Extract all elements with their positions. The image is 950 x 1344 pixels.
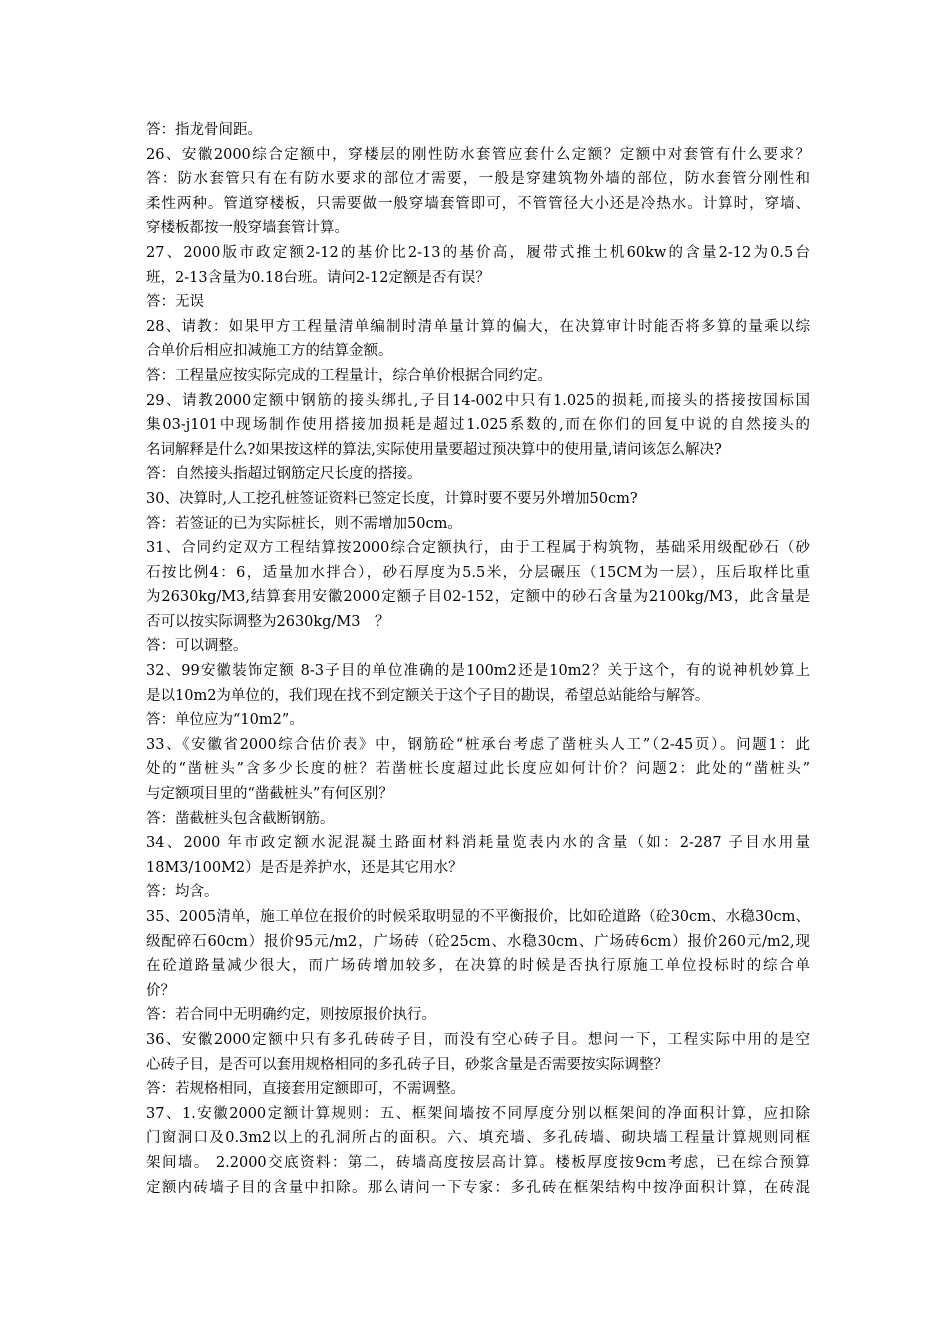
text-line: 答：工程量应按实际完成的工程量计，综合单价根据合同约定。 xyxy=(146,367,552,384)
text-line: 柔性两种。管道穿楼板，只需要做一般穿墙套管即可，不管管径大小还是冷热水。计算时，穿墙、 xyxy=(146,195,810,212)
text-line: 31、合同约定双方工程结算按2000综合定额执行，由于工程属于构筑物，基础采用级配砂石（砂 xyxy=(146,540,810,557)
document-body xyxy=(146,118,810,1200)
text-line: 答：均含。 xyxy=(146,884,219,901)
text-line: 27、2000版市政定额2-12的基价比2-13的基价高，履带式推土机60kw的含量2-12为0.5台 xyxy=(146,244,810,261)
text-line: 18M3/100M2）是否是养护水，还是其它用水？ xyxy=(146,859,463,876)
text-line: 心砖子目，是否可以套用规格相同的多孔砖子目，砂浆含量是否需要按实际调整？ xyxy=(146,1056,668,1073)
text-line: 30、决算时,人工挖孔桩签证资料已签定长度，计算时要不要另外增加50cm? xyxy=(146,490,638,507)
text-line: 为2630kg/M3,结算套用安徽2000定额子目02-152，定额中的砂石含量为2100kg/M3，此含量是 xyxy=(146,589,810,606)
text-line: 名词解释是什么?如果按这样的算法,实际使用量要超过预决算中的使用量,请问该怎么解决? xyxy=(146,441,722,458)
text-line: 集03-j101中现场制作使用搭接加损耗是超过1.025系数的,而在你们的回复中说的自然接头的 xyxy=(146,417,810,434)
text-line: 35、2005清单，施工单位在报价的时候采取明显的不平衡报价，比如砼道路（砼30cm、水稳30cm、 xyxy=(146,909,810,925)
text-line: 价？ xyxy=(146,982,175,999)
text-line: 答：单位应为“10m2”。 xyxy=(146,712,304,729)
text-line: 架间墙。 2.2000交底资料：第二，砖墙高度按层高计算。楼板厚度按9cm考虑，已在综合预算 xyxy=(146,1154,810,1171)
text-line: 29、请教2000定额中钢筋的接头绑扎,子目14-002中只有1.025的损耗,而接头的搭接按国标国 xyxy=(146,392,810,409)
text-line: 门窗洞口及0.3m2以上的孔洞所占的面积。六、填充墙、多孔砖墙、砌块墙工程量计算规则同框 xyxy=(146,1130,810,1147)
text-line: 合单价后相应扣减施工方的结算金额。 xyxy=(146,343,393,360)
text-line: 答：自然接头指超过钢筋定尺长度的搭接。 xyxy=(146,466,422,483)
text-line: 与定额项目里的“凿截桩头”有何区别？ xyxy=(146,786,393,803)
text-line: 是以10m2为单位的，我们现在找不到定额关于这个子目的勘误，希望总站能给与解答。 xyxy=(146,687,710,704)
text-line: 答：凿截桩头包含截断钢筋。 xyxy=(146,810,335,827)
text-line: 37、1.安徽2000定额计算规则：五、框架间墙按不同厚度分别以框架间的净面积计算，应扣除 xyxy=(146,1105,810,1122)
text-line: 36、安徽2000定额中只有多孔砖砖子目，而没有空心砖子目。想问一下，工程实际中用的是空 xyxy=(146,1031,810,1048)
text-line: 答：若签证的已为实际桩长，则不需增加50cm。 xyxy=(146,515,462,532)
text-line: 答：若合同中无明确约定，则按原报价执行。 xyxy=(146,1007,436,1024)
text-line: 33、《安徽省2000综合估价表》中，钢筋砼“桩承台考虑了凿桩头人工”（2-45页）。问题1：此 xyxy=(146,736,810,753)
text-line: 答：指龙骨间距。 xyxy=(146,122,262,138)
text-line: 34、2000 年市政定额水泥混凝土路面材料消耗量览表内水的含量（如：2-287 子目水用量 xyxy=(146,835,810,852)
text-line: 级配碎石60cm）报价95元/m2，广场砖（砼25cm、水稳30cm、广场砖6cm）报价260元/m2,现 xyxy=(146,933,810,950)
text-line: 在砼道路量减少很大，而广场砖增加较多，在决算的时候是否执行原施工单位投标时的综合单 xyxy=(146,958,810,975)
text-line: 定额内砖墙子目的含量中扣除。那么请问一下专家：多孔砖在框架结构中按净面积计算，在砖混 xyxy=(146,1179,810,1196)
text-line: 答：若规格相同，直接套用定额即可，不需调整。 xyxy=(146,1081,465,1098)
text-line: 26、安徽2000综合定额中，穿楼层的刚性防水套管应套什么定额？定额中对套管有什么要求？ xyxy=(146,146,810,163)
text-line: 处的“凿桩头”含多少长度的桩？若凿桩长度超过此长度应如何计价？问题2：此处的“凿桩头” xyxy=(146,761,810,778)
text-line: 答：无误 xyxy=(146,294,204,311)
text-line: 穿楼板都按一般穿墙套管计算。 xyxy=(146,220,349,237)
text-line: 答：可以调整。 xyxy=(146,638,248,655)
text-line: 答：防水套管只有在有防水要求的部位才需要，一般是穿建筑物外墙的部位，防水套管分刚性和 xyxy=(146,171,810,188)
text-line: 石按比例4：6，适量加水拌合），砂石厚度为5.5米，分层碾压（15CM为一层），压后取样比重 xyxy=(146,564,810,581)
text-line: 班，2-13含量为0.18台班。请问2-12定额是否有误？ xyxy=(146,269,490,286)
text-line: 32、99安徽装饰定额 8-3子目的单位准确的是100m2还是10m2？关于这个，有的说神机妙算上 xyxy=(146,663,810,680)
text-line: 28、请教：如果甲方工程量清单编制时清单量计算的偏大，在决算审计时能否将多算的量乘以综 xyxy=(146,318,810,335)
text-line: 否可以按实际调整为2630kg/M3 ？ xyxy=(146,613,390,630)
